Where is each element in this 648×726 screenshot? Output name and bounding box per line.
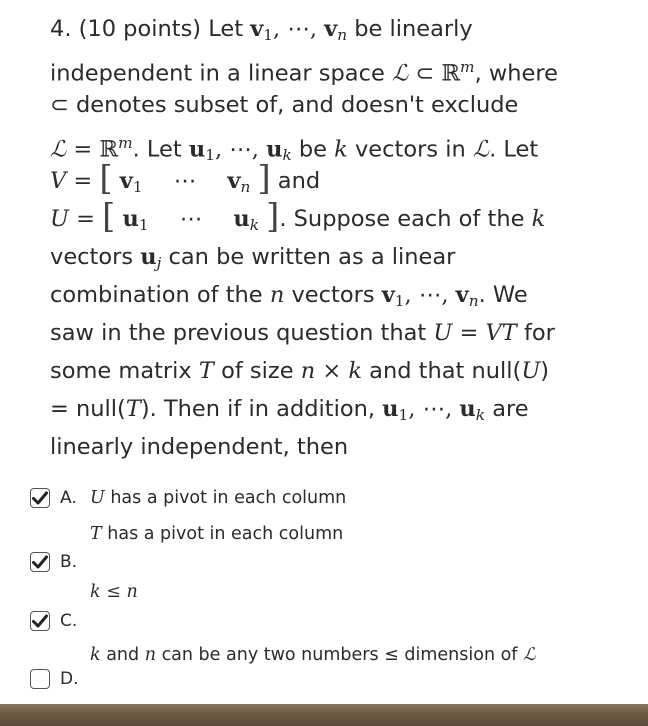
option-a-text: U has a pivot in each column bbox=[90, 488, 347, 508]
question-text bbox=[50, 10, 610, 466]
question-line-5-matrix-v: V = [ $v_1$ ⋯ vn ] and bbox=[50, 158, 321, 198]
question-line-11: = null(T). Then if in addition, $u_1$, ⋯, uk are bbox=[50, 396, 529, 424]
checkmark-icon bbox=[32, 555, 48, 569]
option-b[interactable] bbox=[30, 552, 77, 572]
question-line-3: ⊂ denotes subset of, and doesn't exclude bbox=[50, 92, 519, 118]
question-number: 4. bbox=[50, 16, 72, 42]
option-c[interactable] bbox=[30, 611, 77, 631]
option-d[interactable] bbox=[30, 669, 79, 689]
question-line-1: 4. (10 points) Let $v_1$, ⋯, vn be linearly bbox=[50, 16, 473, 44]
checkbox-a[interactable] bbox=[30, 488, 50, 508]
question-line-10: some matrix T of size n × k and that null(U) bbox=[50, 358, 550, 384]
checkbox-b[interactable] bbox=[30, 552, 50, 572]
question-line-2: independent in a linear space ℒ ⊂ ℝ$^m$, where bbox=[50, 58, 558, 87]
question-line-6-matrix-u: U = [ $u_1$ ⋯ uk ]. Suppose each of the k bbox=[50, 196, 546, 236]
photo-edge-band bbox=[0, 704, 648, 726]
option-b-text: T has a pivot in each column bbox=[90, 524, 344, 544]
question-line-8: combination of the n vectors $v_1$, ⋯, vn. We bbox=[50, 282, 528, 310]
option-c-text: k ≤ n bbox=[90, 582, 138, 602]
checkmark-icon bbox=[32, 491, 48, 505]
question-line-7: vectors uj can be written as a linear bbox=[50, 244, 456, 272]
option-letter-d: D. bbox=[60, 669, 79, 689]
option-d-text: k and n can be any two numbers ≤ dimension of ℒ bbox=[90, 645, 536, 665]
option-letter-a: A. bbox=[60, 488, 77, 508]
option-a[interactable] bbox=[30, 488, 77, 508]
checkbox-c[interactable] bbox=[30, 611, 50, 631]
option-letter-c: C. bbox=[60, 611, 78, 631]
checkbox-d[interactable] bbox=[30, 669, 50, 689]
option-letter-b: B. bbox=[60, 552, 78, 572]
checkmark-icon bbox=[32, 614, 48, 628]
question-line-9: saw in the previous question that U = VT for bbox=[50, 320, 555, 346]
question-line-4: ℒ = ℝ$^m$. Let $u_1$, ⋯, uk be k vectors in ℒ. Let bbox=[50, 134, 539, 165]
question-line-12: linearly independent, then bbox=[50, 434, 349, 460]
question-points: (10 points) Let bbox=[78, 16, 244, 42]
